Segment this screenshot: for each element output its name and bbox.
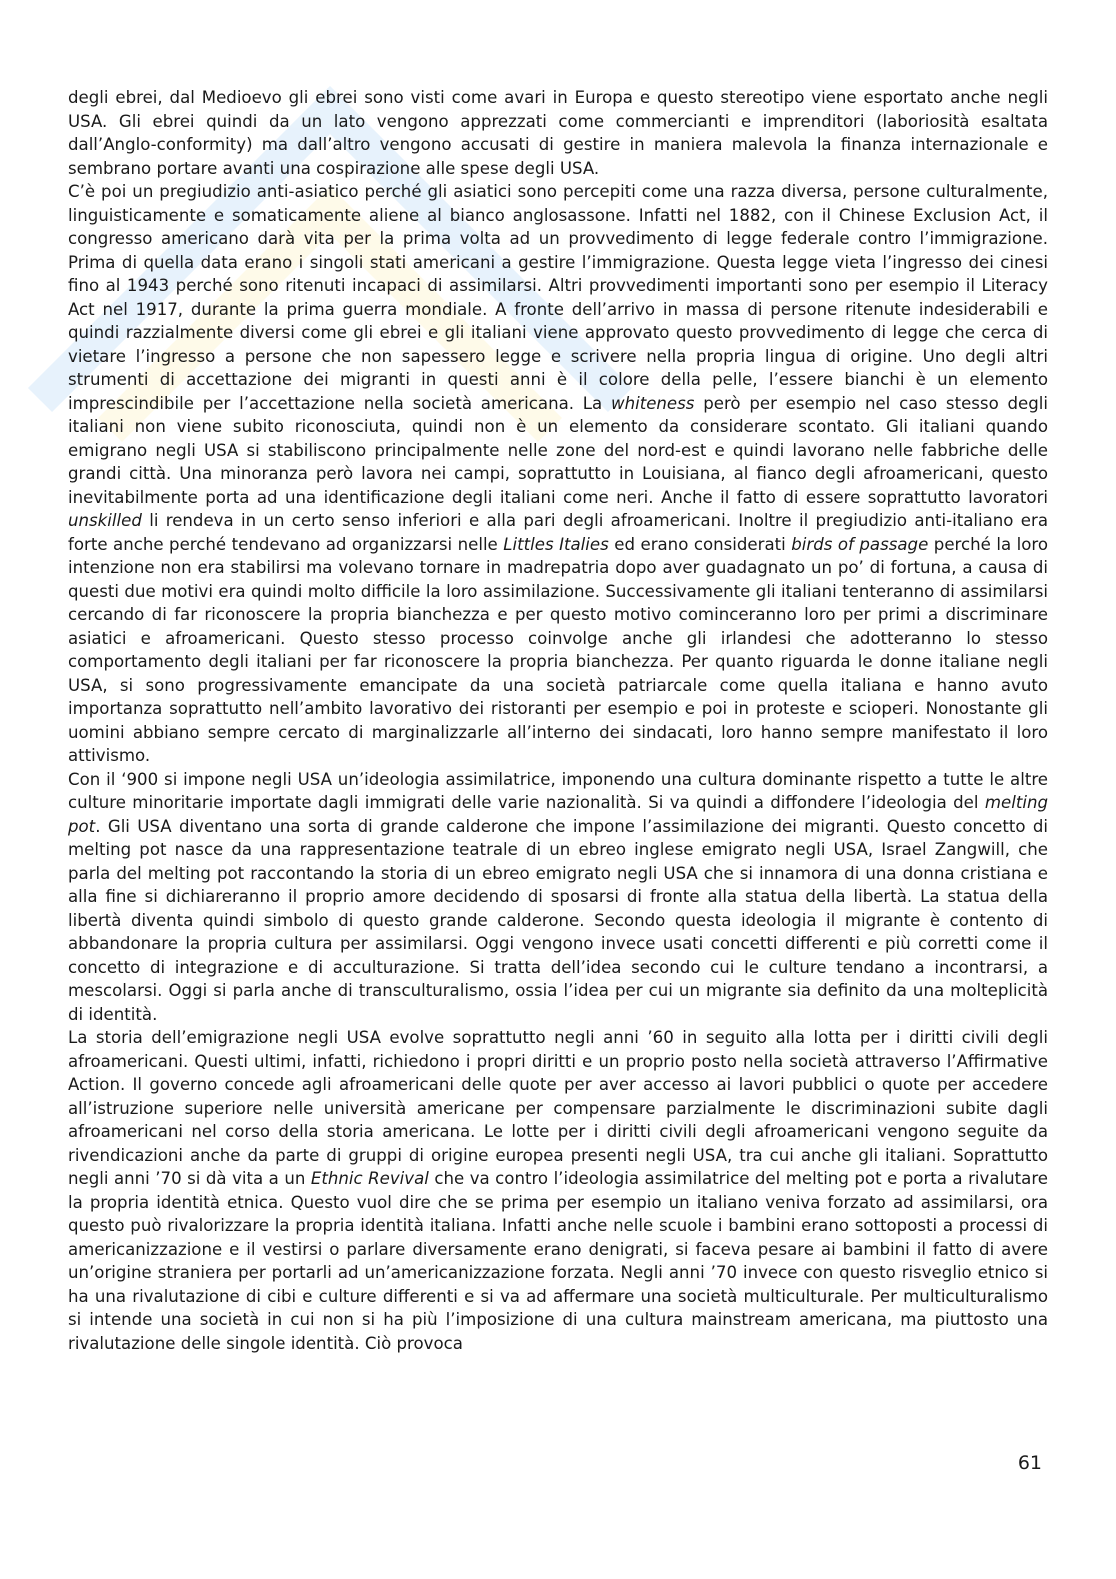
text-run: . Gli USA diventano una sorta di grande calderone che impone l’assimilazione dei migranti. Questo concetto di melting pot nasce da una rappresentazione teatrale di un ebreo inglese emigrato negli USA, Israel Zangwill, che parla del melting pot raccontando la storia di un ebreo emigrato negli USA che si innamora di una donna cristiana e alla fine si dichiareranno il proprio amore decidendo di sposarsi di fronte alla statua della libertà. La statua della libertà diventa quindi simbolo di questo grande calderone. Secondo questa ideologia il migrante è contento di abbandonare la propria cultura per assimilarsi. Oggi vengono invece usati concetti differenti e più corretti come il concetto di integrazione e di acculturazione. Si tratta dell’idea secondo cui le culture tendano a incontrarsi, a mescolarsi. Oggi si parla anche di transculturalismo, ossia l’idea per cui un migrante sia definito da una molteplicità di identità. (68, 816, 1048, 1024)
text-run: degli ebrei, dal Medioevo gli ebrei sono visti come avari in Europa e questo stereotipo viene esportato anche negli USA. Gli ebrei quindi da un lato vengono apprezzati come commercianti e imprenditori (laboriosità esaltata dall’Anglo-conformity) ma dall’altro vengono accusati di gestire in maniera malevola la finanza internazionale e sembrano portare avanti una cospirazione alle spese degli USA. (68, 88, 1048, 178)
text-run: Con il ‘900 si impone negli USA un’ideologia assimilatrice, imponendo una cultura dominante rispetto a tutte le altre culture minoritarie importate dagli immigrati delle varie nazionalità. Si va quindi a diffondere l’ideologia del (68, 769, 1048, 812)
paragraph (68, 1026, 1048, 1355)
paragraph (68, 180, 1048, 768)
italic-term: birds of passage (791, 534, 929, 554)
text-run: ed erano considerati (608, 534, 792, 554)
text-run: perché la loro intenzione non era stabilirsi ma volevano tornare in madrepatria dopo aver guadagnato un po’ di fortuna, a causa di questi due motivi era quindi molto difficile la loro assimilazione. Successivamente gli italiani tenteranno di assimilarsi cercando di far riconoscere la propria bianchezza e per questo motivo cominceranno loro per primi a discriminare asiatici e afroamericani. Questo stesso processo coinvolge anche gli irlandesi che adotteranno lo stesso comportamento degli italiani per far riconoscere la propria bianchezza. Per quanto riguarda le donne italiane negli USA, si sono progressivamente emancipate da una società patriarcale come quella italiana e hanno avuto importanza soprattutto nell’ambito lavorativo dei ristoranti per esempio e poi in proteste e scioperi. Nonostante gli uomini abbiano sempre cercato di marginalizzarle all’interno dei sindacati, loro hanno sempre manifestato il loro attivismo. (68, 534, 1048, 765)
italic-term: unskilled (68, 511, 142, 530)
italic-term: Ethnic Revival (310, 1169, 429, 1188)
page-number: 61 (1017, 1452, 1042, 1474)
text-run: però per esempio nel caso stesso degli italiani non viene subito riconosciuta, quindi non è un elemento da considerare scontato. Gli italiani quando emigrano negli USA si stabiliscono principalmente nelle zone del nord-est e quindi lavorano nelle fabbriche delle grandi città. Una minoranza però lavora nei campi, soprattutto in Louisiana, al fianco degli afroamericani, questo inevitabilmente porta ad una identificazione degli italiani come neri. Anche il fatto di essere soprattutto lavoratori (68, 393, 1048, 507)
italic-term: melting pot (68, 793, 1048, 836)
text-run: li rendeva in un certo senso inferiori e alla pari degli afroamericani. Inoltre il pregiudizio anti-italiano era forte anche perché tendevano ad organizzarsi nelle (68, 511, 1048, 554)
text-run: C’è poi un pregiudizio anti-asiatico perché gli asiatici sono percepiti come una razza diversa, persone culturalmente, linguisticamente e somaticamente aliene al bianco anglosassone. Infatti nel 1882, con il Chinese Exclusion Act, il congresso americano darà vita per la prima volta ad un provvedimento di legge federale contro l’immigrazione. Prima di quella data erano i singoli stati americani a gestire l’immigrazione. Questa legge vieta l’ingresso dei cinesi fino al 1943 perché sono ritenuti incapaci di assimilarsi. Altri provvedimenti importanti sono per esempio il Literacy Act nel 1917, durante la prima guerra mondiale. A fronte dell’arrivo in massa di persone ritenute indesiderabili e quindi razzialmente diversi come gli ebrei e gli italiani viene approvato questo provvedimento di legge che cerca di vietare l’ingresso a persone che non sapessero legge e scrivere nella propria lingua di origine. Uno degli altri strumenti di accettazione dei migranti in questi anni è il colore della pelle, l’essere bianchi è un elemento imprescindibile per l’accettazione nella società americana. La (68, 182, 1048, 413)
text-run: La storia dell’emigrazione negli USA evolve soprattutto negli anni ’60 in seguito alla lotta per i diritti civili degli afroamericani. Questi ultimi, infatti, richiedono i propri diritti e un proprio posto nella società attraverso l’Affirmative Action. Il governo concede agli afroamericani delle quote per aver accesso ai lavori pubblici o quote per accedere all’istruzione superiore nelle università americane per compensare parzialmente le discriminazioni subite dagli afroamericani nel corso della storia americana. Le lotte per i diritti civili degli afroamericani vengono seguite da rivendicazioni anche da parte di gruppi di origine europea presenti negli USA, tra cui anche gli italiani. Soprattutto negli anni ’70 si dà vita a un (68, 1028, 1048, 1188)
paragraph (68, 768, 1048, 1027)
document-body (68, 86, 1048, 1355)
italic-term: whiteness (611, 393, 695, 413)
italic-term: Littles Italies (503, 534, 609, 554)
paragraph (68, 86, 1048, 180)
text-run: che va contro l’ideologia assimilatrice del melting pot e porta a rivalutare la propria identità etnica. Questo vuol dire che se prima per esempio un italiano veniva forzato ad assimilarsi, ora questo può rivalorizzare la propria identità italiana. Infatti anche nelle scuole i bambini erano sottoposti a processi di americanizzazione e il vestirsi o parlare diversamente erano denigrati, si faceva pesare ai bambini il fatto di avere un’origine straniera per portarli ad un’americanizzazione forzata. Negli anni ’70 invece con questo risveglio etnico si ha una rivalutazione di cibi e culture differenti e si va ad affermare una società multiculturale. Per multiculturalismo si intende una società in cui non si ha più l’imposizione di una cultura mainstream americana, ma piuttosto una rivalutazione delle singole identità. Ciò provoca (68, 1169, 1048, 1353)
